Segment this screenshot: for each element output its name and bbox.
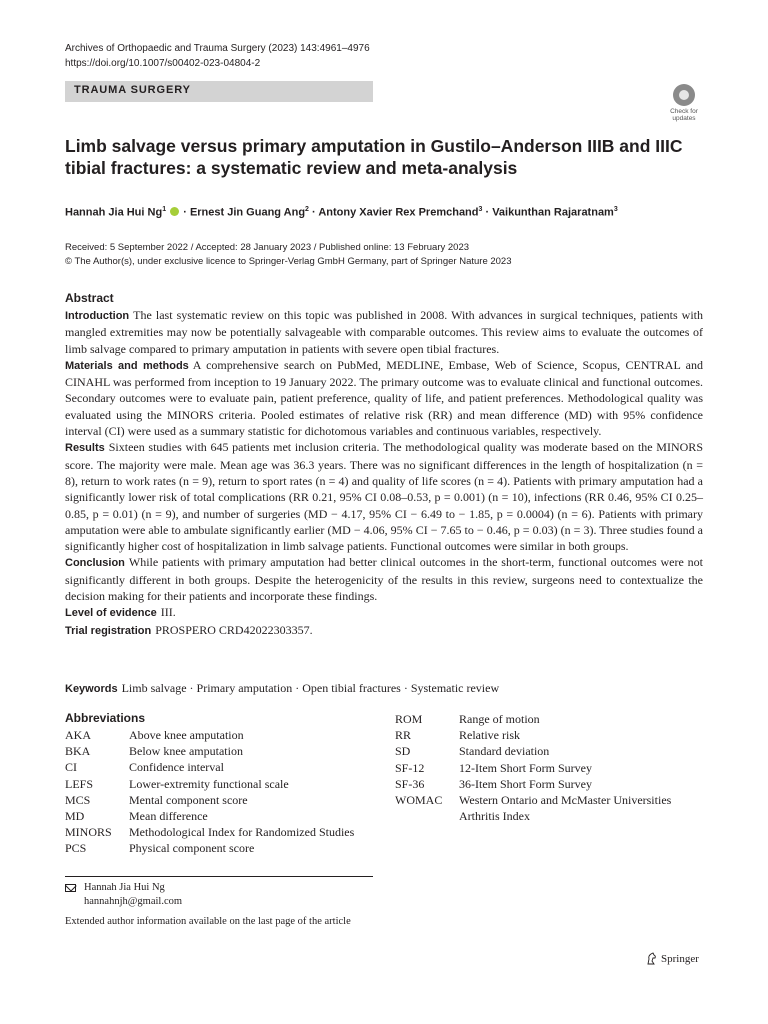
keywords-text: Limb salvage · Primary amputation · Open tibial fractures · Systematic review	[121, 681, 500, 695]
abstract-label: Conclusion	[65, 557, 125, 570]
abstract-label: Materials and methods	[65, 359, 189, 372]
author-list: Hannah Jia Hui Ng$^1$ · Ernest Jin Guang Ang$^2$ · Antony Xavier Rex Premchand$^3$ · Vaikunthan Rajaratnam$^3$	[65, 206, 618, 219]
abbreviation-definition: Methodological Index for Randomized Studies	[129, 825, 355, 840]
abbreviation-term: AKA	[65, 728, 91, 742]
abbreviation-definition: Mean difference	[129, 808, 208, 823]
publisher-name: Springer	[661, 953, 699, 965]
abstract-label: Introduction	[65, 310, 130, 322]
abbreviation-definition: Relative risk	[459, 728, 520, 743]
extended-author-note: Extended author information available on the last page of the article	[65, 916, 351, 927]
copyright-notice: © The Author(s), under exclusive licence to Springer-Verlag GmbH Germany, part of Springer Nature 2023	[65, 256, 512, 267]
abbreviation-term: BKA	[65, 744, 91, 759]
keywords-label: Keywords	[65, 683, 118, 695]
check-for-updates-badge[interactable]	[665, 84, 703, 124]
abstract-section-methods	[65, 357, 703, 439]
abbreviation-term: SF-12	[395, 760, 425, 775]
abbreviation-definition: 12-Item Short Form Survey	[459, 760, 592, 775]
abstract-section-introduction	[65, 307, 703, 357]
abbreviation-term: SF-36	[395, 776, 425, 791]
abbreviation-term: RR	[395, 728, 412, 743]
author-affiliation: 3	[613, 206, 618, 213]
corresponding-author-email[interactable]: hannahnjh@gmail.com	[84, 896, 183, 907]
abstract-section-trial	[65, 622, 703, 639]
abbreviation-term: CI	[65, 760, 77, 775]
abstract-body	[65, 307, 703, 639]
abbreviation-definition: Mental component score	[129, 792, 248, 807]
journal-citation: Archives of Orthopaedic and Trauma Surgery (2023) 143:4961–4976	[65, 43, 370, 54]
author-name[interactable]: Ernest Jin Guang Ang	[189, 206, 306, 219]
section-label: TRAUMA SURGERY	[74, 84, 191, 96]
abbreviations-heading: Abbreviations	[65, 711, 146, 725]
publication-dates: Received: 5 September 2022 / Accepted: 28 January 2023 / Published online: 13 February 2023	[65, 242, 470, 253]
abstract-label: Level of evidence	[65, 607, 157, 620]
abbreviation-term: MINORS	[65, 825, 112, 840]
author-affiliation: 3	[478, 206, 483, 213]
abbreviation-definition: Below knee amputation	[129, 744, 243, 759]
author-affiliation: 1	[162, 206, 167, 213]
author-affiliation: 2	[305, 206, 309, 213]
abbreviation-definition: Range of motion	[459, 712, 540, 726]
author-name[interactable]: Vaikunthan Rajaratnam	[492, 206, 614, 219]
abstract-text: While patients with primary amputation had better clinical outcomes in the short-term, functional outcomes were not significantly different in both groups. Despite the heterogenicity of the results in this review, surgeons need to contextualize the decision making for their patients and incorporate these findings.	[65, 555, 703, 604]
author-name[interactable]: Antony Xavier Rex Premchand	[318, 206, 479, 219]
abbreviation-definition: 36-Item Short Form Survey	[459, 776, 592, 791]
check-badge-line1: Check for	[670, 108, 698, 115]
abbreviation-definition: Lower-extremity functional scale	[129, 776, 289, 791]
abbreviation-term: LEFS	[65, 776, 94, 791]
springer-horse-icon	[646, 952, 658, 965]
envelope-icon	[65, 884, 76, 892]
abbreviation-definition: Western Ontario and McMaster Universities	[459, 792, 672, 807]
abbreviation-definition: Standard deviation	[459, 744, 550, 759]
abstract-text: Sixteen studies with 645 patients met inclusion criteria. The methodological quality was moderate based on the MINORS score. The majority were male. Mean age was 36.3 years. There was no significant differences in the length of hospitalization (n = 8), return to work rates (n = 9), return to sport rates (n = 4) and quality of life scores (n = 4). Patients with primary amputation had a significantly lower risk of total complications (RR 0.21, 95% CI 0.08–0.53, p = 0.001) (n = 10), infections (RR 0.46, 95% CI 0.25–0.85, p = 0.01) (n = 9), and number of surgeries (MD − 4.17, 95% CI − 6.49 to − 1.85, p = 0.0004) (n = 6). Patients with primary amputation were able to ambulate significantly earlier (MD − 4.06, 95% CI − 7.65 to − 0.46, p = 0.03) (n = 3). Three studies found a significantly higher cost of hospitalization in limb salvage patients. Functional outcomes were similar in both groups.	[65, 440, 703, 554]
abbreviation-term: ROM	[395, 712, 423, 726]
abstract-section-level	[65, 604, 703, 621]
article-title: Limb salvage versus primary amputation in Gustilo–Anderson IIIB and IIIC tibial fractures: a systematic review and meta-analysis	[65, 136, 683, 178]
author-name[interactable]: Hannah Jia Hui Ng	[65, 206, 163, 219]
check-updates-icon	[673, 84, 695, 106]
abstract-label: Results	[65, 442, 105, 455]
doi-link[interactable]: https://doi.org/10.1007/s00402-023-04804-2	[65, 58, 261, 69]
abbreviation-definition: Arthritis Index	[459, 809, 530, 824]
abstract-section-results	[65, 439, 703, 554]
footnote-divider	[65, 876, 373, 877]
abstract-section-conclusion	[65, 554, 703, 604]
abbreviation-definition: Confidence interval	[129, 760, 224, 775]
abbreviation-term: SD	[395, 744, 411, 759]
abstract-heading: Abstract	[65, 291, 114, 305]
abstract-text: A comprehensive search on PubMed, MEDLINE, Embase, Web of Science, Scopus, CENTRAL and CINAHL was performed from inception to 19 January 2022. The primary outcome was to evaluate clinical and functional outcomes. Secondary outcomes were to evaluate pain, patient preference, quality of life, and patient preferences. Methodological quality was evaluated using the MINORS criteria. Pooled estimates of relative risk (RR) and mean difference (MD) with 95% confidence interval (CI) were used as a summary statistic for dichotomous variables and continuous variables, respectively.	[65, 357, 703, 439]
corresponding-author-name: Hannah Jia Hui Ng	[84, 882, 165, 893]
abstract-text: The last systematic review on this topic was published in 2008. With advances in surgical techniques, patients with mangled extremities may now be potentially salvageable with comparable outcomes. This review aims to evaluate the outcomes of limb salvage compared to primary amputation in patients with severe open tibial fractures.	[65, 308, 703, 356]
abbreviation-term: PCS	[65, 841, 87, 856]
keywords	[65, 680, 703, 697]
check-badge-line2: updates	[672, 115, 696, 122]
abstract-label: Trial registration	[65, 624, 152, 637]
abbreviation-term: MD	[65, 808, 85, 823]
section-banner	[65, 81, 373, 102]
abstract-text: PROSPERO CRD42022303357.	[155, 622, 313, 637]
abstract-text: III.	[160, 605, 176, 620]
abbreviation-definition: Physical component score	[129, 841, 255, 856]
abbreviation-term: MCS	[65, 792, 91, 807]
abbreviation-definition: Above knee amputation	[129, 728, 244, 742]
orcid-icon[interactable]	[170, 207, 179, 216]
springer-logo[interactable]	[646, 951, 704, 967]
abbreviation-term: WOMAC	[395, 792, 443, 807]
